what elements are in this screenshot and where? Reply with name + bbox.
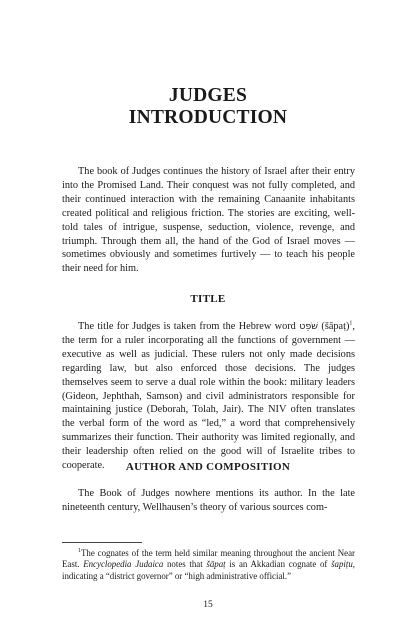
footnote-text-a: The cognates of the term held similar meaning throughout the ancient Near East. (62, 548, 355, 570)
footnote-text-c: is an Akkadian cognate of (225, 559, 332, 570)
hebrew-word: שֹׁפֵט (299, 321, 319, 332)
footnote-term-2: šapiṭu (331, 559, 353, 570)
book-subtitle: INTRODUCTION (128, 107, 288, 128)
section-heading-author: AUTHOR AND COMPOSITION (125, 461, 291, 473)
title-paragraph (62, 320, 355, 473)
title-paragraph-body (62, 320, 355, 473)
intro-paragraph (62, 165, 355, 276)
section-heading-title: TITLE (190, 293, 226, 305)
footnote-marker: 1 (78, 548, 81, 555)
page-number: 15 (203, 600, 213, 610)
footnote-text-d: , indicating a “district governor” or “high administrative official.” (62, 559, 355, 581)
title-paragraph-text-a: The title for Judges is taken from the Hebrew word (78, 321, 300, 332)
footnote-divider (62, 542, 142, 543)
footnote-term-1: šāpaṭ (206, 559, 226, 570)
footnote-body (62, 548, 355, 582)
intro-paragraph-text: The book of Judges continues the history of Israel after their entry into the Promised Land. Their conquest was not fully completed, and their continued interaction with the remaining Canaanite inhabitants created political and religious friction. The stories are exciting, well-told tales of intrigue, suspense, seduction, violence, revenge, and triumph. Through them all, the hand of the God of Israel moves — sometimes obviously and sometimes furtively — to teach his people their need for him. (62, 166, 355, 275)
footnote-text-b: notes that (163, 559, 207, 570)
transliteration: (šāpaṭ) (318, 321, 350, 332)
author-paragraph-text: The Book of Judges nowhere mentions its author. In the late nineteenth century, Wellhausen’s theory of various sources com- (62, 488, 355, 513)
title-paragraph-text-c: , the term for a ruler incorporating all the functions of government — executive as well as judicial. These rulers not only made decisions regarding law, but also enforced those decisions. The judges themselves seem to serve a dual role within the book: military leaders (Gideon, Jephthah, Samson) and civil administrators responsible for maintaining justice (Deborah, Tolah, Jair). The NIV often translates the verbal form of the word as “led,” a word that comprehensively summarizes their function. Their authority was limited regionally, and their leadership often relied on the good will of Israelite tribes to cooperate. (62, 321, 355, 472)
footnote-reference[interactable]: 1 (349, 320, 353, 327)
author-paragraph (62, 487, 355, 515)
footnote-source-title: Encyclopedia Judaica (83, 559, 164, 570)
footnote (62, 548, 355, 582)
book-title: JUDGES (168, 85, 248, 106)
